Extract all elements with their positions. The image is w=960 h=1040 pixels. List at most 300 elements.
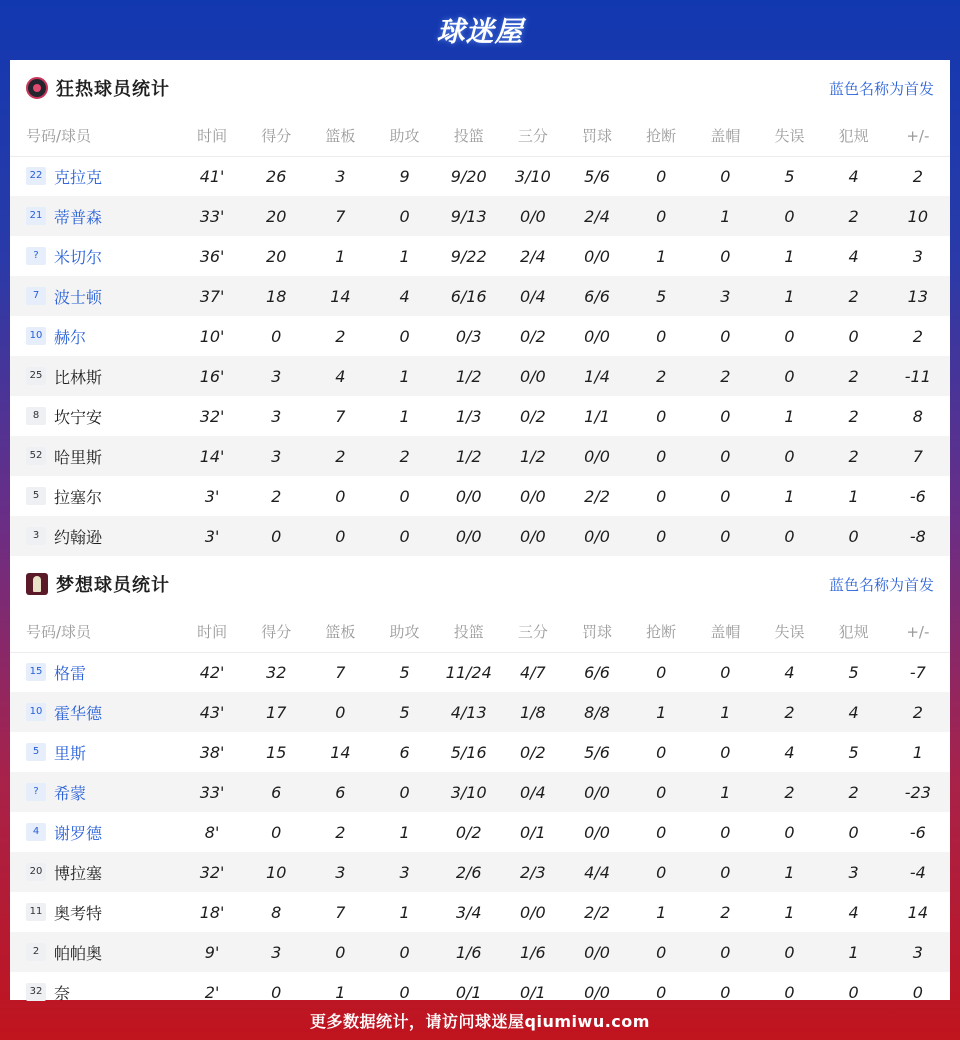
player-cell[interactable] [10,892,180,932]
stat-cell: 3/10 [514,166,551,186]
stat-cell: 2/4 [584,206,610,226]
column-header: 抢断 [629,116,693,156]
stat-cell: 7 [335,902,346,922]
stat-cell: 2 [848,366,859,386]
stat-cell: 5/16 [450,742,487,762]
stat-cell: 3 [848,862,859,882]
jersey-number: 5 [26,743,46,761]
stat-cell: 1 [399,902,410,922]
stat-cell: 0 [656,782,667,802]
stat-cell: 2 [912,326,923,346]
stat-cell: 8' [204,822,220,842]
footer-link[interactable]: 更多数据统计，请访问球迷屋qiumiwu.com [310,1011,650,1031]
stat-cell: 0 [720,246,731,266]
player-cell[interactable] [10,516,180,556]
stat-cell: 1/1 [584,406,610,426]
stat-cell: 5 [784,166,795,186]
stat-cell: 3 [335,862,346,882]
stat-cell: 8/8 [584,702,610,722]
stat-cell: 1/4 [584,366,610,386]
stat-cell: 3 [271,406,282,426]
stat-cell: 0 [335,702,346,722]
stat-cell: 33' [199,782,225,802]
stat-cell: 0 [848,822,859,842]
player-cell[interactable] [10,772,180,812]
stat-cell: 1 [399,246,410,266]
stat-cell: 13 [907,286,929,306]
player-cell[interactable] [10,812,180,852]
stat-cell: 0 [656,862,667,882]
stat-cell: 2 [912,166,923,186]
stat-cell: 37' [199,286,225,306]
jersey-number: ? [26,247,46,265]
stat-cell: 1/6 [519,942,546,962]
column-header: 时间 [180,612,244,652]
stat-cell: 2 [656,366,667,386]
stat-cell: 0 [784,822,795,842]
column-header: 时间 [180,116,244,156]
stat-cell: 0/1 [519,822,546,842]
stat-cell: 2 [848,286,859,306]
column-header: 篮板 [308,116,372,156]
table-row[interactable] [10,516,950,556]
stat-cell: 4 [784,742,795,762]
stat-cell: 4 [848,166,859,186]
column-header: 盖帽 [693,612,757,652]
team-section [10,556,950,1012]
table-row[interactable] [10,356,950,396]
player-name[interactable]: 比林斯 [54,367,103,387]
stat-cell: -23 [904,782,931,802]
column-header: 犯规 [822,116,886,156]
stat-cell: 0 [656,982,667,1002]
stat-cell: 0 [271,526,282,546]
stat-cell: 3 [912,246,923,266]
jersey-number: 7 [26,287,46,305]
jersey-number: 52 [26,447,46,465]
stat-cell: 6/16 [450,286,487,306]
jersey-number: 11 [26,903,46,921]
stat-cell: 5 [848,662,859,682]
stat-cell: 5 [399,662,410,682]
column-header: 三分 [501,116,565,156]
column-header: 失误 [757,116,821,156]
stat-cell: 9 [399,166,410,186]
column-header: 得分 [244,612,308,652]
stat-cell: 3/4 [455,902,482,922]
stat-cell: 0/0 [584,982,610,1002]
table-row[interactable] [10,852,950,892]
stat-cell: 0 [720,742,731,762]
player-name[interactable]: 格雷 [54,663,87,683]
column-header: 投篮 [437,612,501,652]
stat-cell: 0 [720,166,731,186]
stat-cell: 0 [399,782,410,802]
player-name[interactable]: 蒂普森 [54,207,103,227]
stat-cell: 3 [335,166,346,186]
player-cell[interactable] [10,156,180,196]
stat-cell: 0/0 [584,326,610,346]
dream-logo-icon [26,573,48,595]
stat-cell: 8 [912,406,923,426]
stat-cell: 7 [335,206,346,226]
stat-cell: 0 [399,982,410,1002]
stat-cell: 1 [399,822,410,842]
team-heading [26,75,170,101]
stat-cell: 0/2 [455,822,482,842]
column-header: 篮板 [308,612,372,652]
jersey-number: ? [26,783,46,801]
stat-cell: 1 [784,902,795,922]
team-header [10,556,950,612]
stat-cell: 2/2 [584,902,610,922]
stat-cell: 0 [271,982,282,1002]
column-header: 罚球 [565,612,629,652]
jersey-number: 5 [26,487,46,505]
player-name[interactable]: 谢罗德 [54,823,103,843]
stat-cell: 1 [399,366,410,386]
stat-cell: 3 [720,286,731,306]
stat-cell: 3 [271,942,282,962]
stat-cell: 0 [720,822,731,842]
stat-cell: 3/10 [450,782,487,802]
stat-cell: 32' [199,406,225,426]
stat-cell: 0 [271,326,282,346]
table-row[interactable] [10,396,950,436]
stat-cell: 0 [784,942,795,962]
footer-banner[interactable] [0,1000,960,1040]
stat-cell: 20 [266,246,287,266]
stat-cell: 4/13 [450,702,487,722]
player-name[interactable]: 奥考特 [54,903,103,923]
stat-cell: 15 [266,742,287,762]
stat-cell: 0/0 [584,246,610,266]
player-name[interactable]: 克拉克 [54,167,103,187]
stat-cell: 1/2 [455,366,482,386]
jersey-number: 21 [26,207,46,225]
player-cell[interactable] [10,236,180,276]
stat-cell: 42' [199,662,225,682]
stat-cell: 2 [784,782,795,802]
table-row[interactable] [10,812,950,852]
player-stats-table [10,116,950,556]
stat-cell: 6/6 [584,286,610,306]
stat-cell: 0 [335,942,346,962]
stat-cell: 36' [199,246,225,266]
player-cell[interactable] [10,732,180,772]
stat-cell: 2' [204,982,220,1002]
player-name[interactable]: 约翰逊 [54,527,103,547]
stat-cell: 14' [199,446,225,466]
player-name[interactable]: 拉塞尔 [54,487,103,507]
stat-cell: 0/1 [519,982,546,1002]
column-header: +/- [886,612,950,652]
stat-cell: 2 [848,446,859,466]
column-header: +/- [886,116,950,156]
stat-cell: 0 [720,526,731,546]
table-row[interactable] [10,732,950,772]
stat-cell: 2 [271,486,282,506]
stat-cell: 2 [912,702,923,722]
table-row[interactable] [10,276,950,316]
player-name[interactable]: 里斯 [54,743,87,763]
stat-cell: -11 [904,366,931,386]
stat-cell: 0 [656,486,667,506]
stat-cell: 16' [199,366,225,386]
stat-cell: 0 [656,166,667,186]
stat-cell: 0 [399,486,410,506]
player-name[interactable]: 赫尔 [54,327,87,347]
stat-cell: 0 [720,406,731,426]
stat-cell: 1/6 [455,942,482,962]
player-name[interactable]: 奈 [54,983,71,1003]
player-name[interactable]: 希蒙 [54,783,87,803]
player-cell[interactable] [10,436,180,476]
column-header: 助攻 [372,116,436,156]
stat-cell: 5 [656,286,667,306]
table-row[interactable] [10,236,950,276]
table-row[interactable] [10,652,950,692]
stat-cell: 2 [335,446,346,466]
jersey-number: 22 [26,167,46,185]
stat-cell: 0 [720,942,731,962]
stat-cell: -6 [909,822,926,842]
table-row[interactable] [10,196,950,236]
player-cell[interactable] [10,276,180,316]
player-cell[interactable] [10,316,180,356]
stat-cell: 3 [271,446,282,466]
stat-cell: 6 [399,742,410,762]
column-header: 盖帽 [693,116,757,156]
stat-cell: 3 [271,366,282,386]
stat-cell: 1 [784,406,795,426]
stat-cell: 0 [399,326,410,346]
stat-cell: 0 [720,446,731,466]
team-heading [26,571,170,597]
stat-cell: 2 [848,406,859,426]
jersey-number: 4 [26,823,46,841]
stat-cell: 18 [266,286,287,306]
stat-cell: 4 [848,902,859,922]
stat-cell: 4/7 [519,662,546,682]
jersey-number: 3 [26,527,46,545]
stat-cell: 1 [720,782,731,802]
stat-cell: 0/0 [584,942,610,962]
table-row[interactable] [10,316,950,356]
stat-cell: 0/0 [455,486,482,506]
table-row[interactable] [10,892,950,932]
stat-cell: 3 [912,942,923,962]
stat-cell: 5 [848,742,859,762]
stat-cell: 0 [848,526,859,546]
stat-cell: 1 [656,702,667,722]
column-header: 助攻 [372,612,436,652]
stat-cell: 1 [912,742,923,762]
stat-cell: 14 [330,742,351,762]
player-cell[interactable] [10,692,180,732]
stat-cell: 0/0 [519,206,546,226]
jersey-number: 10 [26,327,46,345]
stat-cell: 1 [784,486,795,506]
table-row[interactable] [10,692,950,732]
stat-cell: 18' [199,902,225,922]
stat-cell: 0/0 [584,782,610,802]
column-header: 得分 [244,116,308,156]
stat-cell: -7 [909,662,926,682]
stat-cell: 5/6 [584,166,610,186]
stat-cell: 3 [399,862,410,882]
stat-cell: 1 [784,246,795,266]
column-header: 投篮 [437,116,501,156]
stat-cell: 10 [266,862,287,882]
jersey-number: 25 [26,367,46,385]
stat-cell: 1/3 [455,406,482,426]
stat-cell: 0 [784,326,795,346]
stat-cell: 0/0 [519,366,546,386]
player-cell[interactable] [10,396,180,436]
stat-cell: 8 [271,902,282,922]
stat-cell: 17 [266,702,287,722]
stat-cell: 9/13 [450,206,487,226]
column-header: 号码/球员 [10,116,180,156]
player-cell[interactable] [10,932,180,972]
player-name[interactable]: 霍华德 [54,703,103,723]
stat-cell: 4 [784,662,795,682]
stat-cell: 2 [784,702,795,722]
table-row[interactable] [10,932,950,972]
stat-cell: 43' [199,702,225,722]
stat-cell: 0 [784,982,795,1002]
jersey-number: 8 [26,407,46,425]
stat-cell: 7 [912,446,923,466]
stat-cell: 4/4 [584,862,610,882]
stat-cell: 0/0 [584,526,610,546]
stat-cell: 0 [656,662,667,682]
stat-cell: 4 [848,702,859,722]
table-row[interactable] [10,476,950,516]
stat-cell: 0/4 [519,782,546,802]
stat-cell: 2/4 [519,246,546,266]
column-header: 犯规 [822,612,886,652]
stat-cell: 0 [784,366,795,386]
stat-cell: 41' [199,166,225,186]
jersey-number: 32 [26,983,46,1001]
starter-note: 蓝色名称为首发 [828,79,934,98]
stat-cell: 0/0 [519,902,546,922]
player-cell[interactable] [10,356,180,396]
player-name[interactable]: 博拉塞 [54,863,103,883]
stat-cell: 0 [720,662,731,682]
stat-cell: 6 [335,782,346,802]
stat-cell: 32' [199,862,225,882]
stat-cell: 4 [848,246,859,266]
table-row[interactable] [10,156,950,196]
player-name[interactable]: 波士顿 [54,287,103,307]
stat-cell: 0 [271,822,282,842]
table-header-row [10,612,950,652]
stat-cell: 38' [199,742,225,762]
starter-note: 蓝色名称为首发 [828,575,934,594]
column-header: 罚球 [565,116,629,156]
stat-cell: 0/1 [455,982,482,1002]
team-title: 狂热球员统计 [56,79,170,100]
stat-cell: 0 [848,326,859,346]
stat-cell: 1 [848,486,859,506]
player-cell[interactable] [10,476,180,516]
player-cell[interactable] [10,196,180,236]
stat-cell: 2 [720,366,731,386]
stat-cell: 0 [335,486,346,506]
stat-cell: 0/3 [455,326,482,346]
stat-cell: 1/2 [519,446,546,466]
stat-cell: 1 [784,286,795,306]
stat-cell: 0 [656,942,667,962]
column-header: 号码/球员 [10,612,180,652]
player-name[interactable]: 米切尔 [54,247,103,267]
player-cell[interactable] [10,852,180,892]
stat-cell: 2 [335,822,346,842]
column-header: 失误 [757,612,821,652]
stat-cell: 7 [335,662,346,682]
stat-cell: 0/0 [519,526,546,546]
stat-cell: 1 [848,942,859,962]
player-name[interactable]: 坎宁安 [54,407,103,427]
stat-cell: 0/4 [519,286,546,306]
stat-cell: 0 [912,982,923,1002]
stat-cell: 1/8 [519,702,546,722]
stat-cell: 1 [656,902,667,922]
stat-cell: 1 [335,246,346,266]
stat-cell: 0 [399,206,410,226]
stat-cell: 3' [204,486,220,506]
stat-cell: 0/0 [519,486,546,506]
stat-cell: 2/3 [519,862,546,882]
stat-cell: 33' [199,206,225,226]
stat-cell: 1 [335,982,346,1002]
jersey-number: 20 [26,863,46,881]
stat-cell: 32 [266,662,287,682]
stat-cell: 0 [656,446,667,466]
stat-cell: 0 [656,406,667,426]
stat-cell: 0 [720,326,731,346]
player-name[interactable]: 帕帕奥 [54,943,103,963]
stat-cell: 6/6 [584,662,610,682]
stat-cell: 6 [271,782,282,802]
stat-cell: 0 [720,862,731,882]
table-row[interactable] [10,772,950,812]
stat-cell: 2/6 [455,862,482,882]
stat-cell: 2/2 [584,486,610,506]
stats-panel [10,60,950,1003]
table-row[interactable] [10,436,950,476]
column-header: 三分 [501,612,565,652]
stat-cell: 0 [399,526,410,546]
column-header: 抢断 [629,612,693,652]
stat-cell: 1 [399,406,410,426]
stat-cell: 2 [720,902,731,922]
stat-cell: 26 [266,166,287,186]
stat-cell: -8 [909,526,926,546]
player-name[interactable]: 哈里斯 [54,447,103,467]
stat-cell: 0/0 [455,526,482,546]
player-cell[interactable] [10,652,180,692]
stat-cell: 9/20 [450,166,487,186]
stat-cell: 0 [784,446,795,466]
stat-cell: 0 [656,526,667,546]
stat-cell: 20 [266,206,287,226]
stat-cell: 0/2 [519,406,546,426]
stat-cell: 0 [720,486,731,506]
